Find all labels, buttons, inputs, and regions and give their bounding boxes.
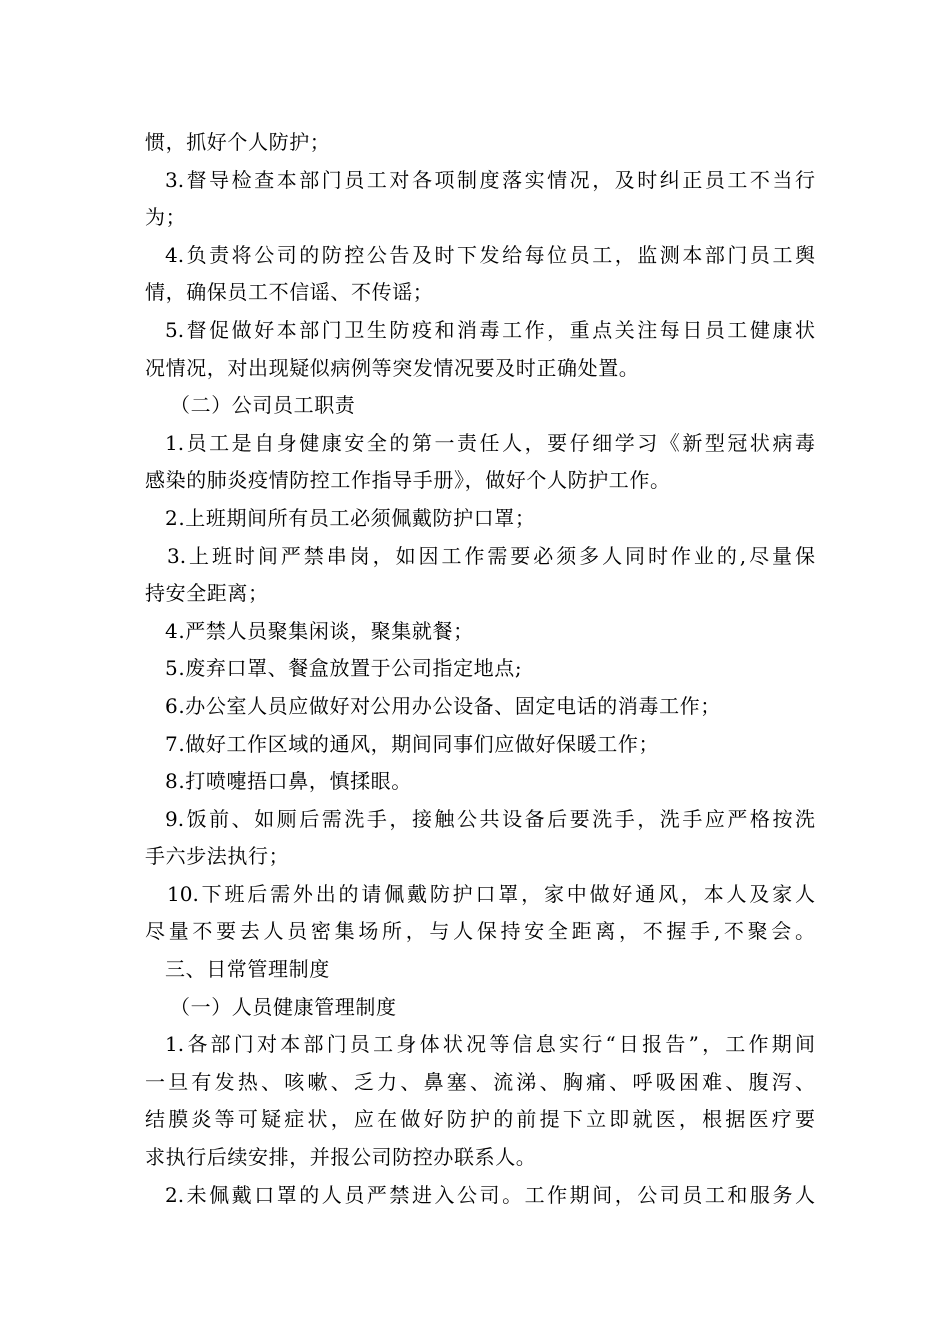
text-line: 1.各部门对本部门员工身体状况等信息实行“日报告”，工作期间: [165, 1032, 815, 1057]
text-line: 3.上班时间严禁串岗，如因工作需要必须多人同时作业的,尽量保: [167, 543, 815, 568]
text-line: 2.未佩戴口罩的人员严禁进入公司。工作期间，公司员工和服务人: [165, 1182, 815, 1207]
text-line: 6.办公室人员应做好对公用办公设备、固定电话的消毒工作；: [165, 693, 721, 718]
document-body: [145, 124, 815, 1214]
text-line: 为；: [145, 205, 187, 230]
section-heading: （二）公司员工职责: [170, 393, 356, 418]
text-line: 4.严禁人员聚集闲谈，聚集就餐；: [165, 618, 474, 643]
text-line: 8.打喷嚏捂口鼻，慎揉眼。: [165, 769, 412, 794]
text-line: 4.负责将公司的防控公告及时下发给每位员工，监测本部门员工舆: [165, 242, 815, 267]
text-line: 况情况，对出现疑似病例等突发情况要及时正确处置。: [145, 355, 640, 380]
text-line: 5.督促做好本部门卫生防疫和消毒工作，重点关注每日员工健康状: [165, 317, 815, 342]
subsection-heading: （一）人员健康管理制度: [170, 994, 397, 1019]
text-line: 9.饭前、如厕后需洗手，接触公共设备后要洗手，洗手应严格按洗: [165, 806, 815, 831]
text-line: 7.做好工作区域的通风，期间同事们应做好保暖工作；: [165, 731, 660, 756]
text-line: 惯，抓好个人防护；: [145, 130, 331, 154]
text-line: 结膜炎等可疑症状，应在做好防护的前提下立即就医，根据医疗要: [145, 1107, 815, 1132]
text-line: 10.下班后需外出的请佩戴防护口罩，家中做好通风，本人及家人: [167, 881, 815, 906]
text-line: 求执行后续安排，并报公司防控办联系人。: [145, 1145, 537, 1170]
text-line: 情，确保员工不信谣、不传谣；: [145, 280, 434, 305]
text-line: 5.废弃口罩、餐盒放置于公司指定地点;: [165, 656, 523, 681]
text-line: 感染的肺炎疫情防控工作指导手册》，做好个人防护工作。: [145, 468, 671, 493]
text-line: 持安全距离；: [145, 581, 269, 606]
text-line: 尽量不要去人员密集场所，与人保持安全距离，不握手,不聚会。: [145, 919, 815, 944]
text-line: 2.上班期间所有员工必须佩戴防护口罩；: [165, 505, 536, 530]
text-line: 3.督导检查本部门员工对各项制度落实情况，及时纠正员工不当行: [165, 167, 815, 192]
text-line: 1.员工是自身健康安全的第一责任人，要仔细学习《新型冠状病毒: [165, 430, 815, 455]
section-heading: 三、日常管理制度: [165, 957, 330, 982]
text-line: 手六步法执行；: [145, 844, 290, 869]
text-line: 一旦有发热、咳嗽、乏力、鼻塞、流涕、胸痛、呼吸困难、腹泻、: [145, 1069, 815, 1094]
